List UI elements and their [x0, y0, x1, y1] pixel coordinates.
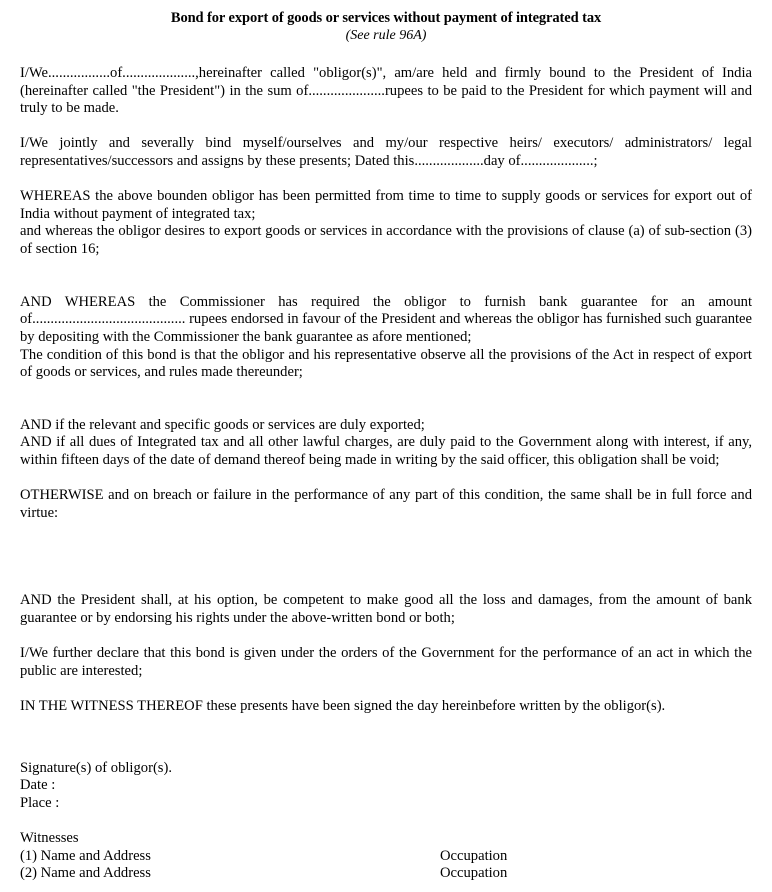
- paragraph-spacer: [20, 470, 752, 488]
- table-row: [20, 865, 752, 883]
- witness-occupation[interactable]: Occupation: [440, 865, 508, 882]
- table-row: [20, 848, 752, 866]
- paragraph-spacer: [20, 171, 752, 189]
- paragraph-dues-paid-obligation-void: AND if all dues of Integrated tax and all other lawful charges, are duly paid to the Government along with interest, if any, within fifteen days of the date of demand thereof being made in writing by the said officer, this obligation shall be void;: [20, 434, 752, 469]
- paragraph-otherwise-full-force: OTHERWISE and on breach or failure in the performance of any part of this condition, the same shall be in full force and virtue:: [20, 487, 752, 521]
- paragraph-joint-several-binding: I/We jointly and severally bind myself/ourselves and my/our respective heirs/ executors/ administrators/ legal representatives/successors and assigns by these presents; Dated this...................day of....................;: [20, 135, 752, 169]
- paragraph-spacer: [20, 399, 752, 417]
- paragraph-obligor-declaration: I/We.................of....................,hereinafter called "obligor(s)", am/are held and firmly bound to the President of India (hereinafter called "the President") in the sum of.....................rupees to be paid to the President for which payment will and truly to be made.: [20, 65, 752, 117]
- paragraph-spacer: [20, 276, 752, 294]
- paragraph-spacer: [20, 680, 752, 698]
- witness-block: [20, 830, 752, 883]
- signature-block: [20, 760, 752, 813]
- paragraph-whereas-desires-export: and whereas the obligor desires to export goods or services in accordance with the provisions of clause (a) of sub-section (3) of section 16;: [20, 223, 752, 257]
- paragraph-bank-guarantee: AND WHEREAS the Commissioner has required the obligor to furnish bank guarantee for an amount of.......................................... rupees endorsed in favour of the President and whereas the obligor has furnished such guarantee by depositing with the Commissioner the bank guarantee as afore mentioned;: [20, 293, 752, 345]
- paragraph-president-option-damages: AND the President shall, at his option, be competent to make good all the loss and damages, from the amount of bank guarantee or by endorsing his rights under the above-written bond or both;: [20, 592, 752, 627]
- paragraph-spacer: [20, 628, 752, 646]
- paragraph-spacer: [20, 259, 752, 277]
- signature-area-spacer: [20, 716, 752, 760]
- witness-occupation[interactable]: Occupation: [440, 847, 508, 864]
- large-blank-spacer: [20, 522, 752, 592]
- witnesses-heading: Witnesses: [20, 829, 79, 846]
- witness-name-and-address[interactable]: (1) Name and Address: [20, 847, 151, 864]
- page-title: Bond for export of goods or services without payment of integrated tax: [170, 10, 602, 26]
- place-field-label[interactable]: Place :: [20, 794, 60, 811]
- signature-of-obligors-label: Signature(s) of obligor(s).: [20, 759, 172, 776]
- paragraph-bond-condition: The condition of this bond is that the obligor and his representative observe all the provisions of the Act in respect of export of goods or services, and rules made thereunder;: [20, 346, 752, 381]
- paragraph-spacer: [20, 812, 752, 830]
- paragraph-spacer: [20, 118, 752, 136]
- paragraph-spacer: [20, 382, 752, 400]
- paragraph-public-interest-declaration: I/We further declare that this bond is given under the orders of the Government for the performance of an act in which the public are interested;: [20, 645, 752, 679]
- document-body: [20, 65, 752, 883]
- paragraph-whereas-permitted: WHEREAS the above bounden obligor has been permitted from time to time to supply goods or services for export out of India without payment of integrated tax;: [20, 188, 752, 222]
- date-field-label[interactable]: Date :: [20, 777, 56, 794]
- witness-name-and-address[interactable]: (2) Name and Address: [20, 865, 151, 882]
- paragraph-witness-thereof: IN THE WITNESS THEREOF these presents have been signed the day hereinbefore written by the obligor(s).: [20, 698, 666, 714]
- rule-reference-subtitle: (See rule 96A): [345, 28, 427, 43]
- paragraph-goods-duly-exported: AND if the relevant and specific goods or services are duly exported;: [20, 416, 425, 433]
